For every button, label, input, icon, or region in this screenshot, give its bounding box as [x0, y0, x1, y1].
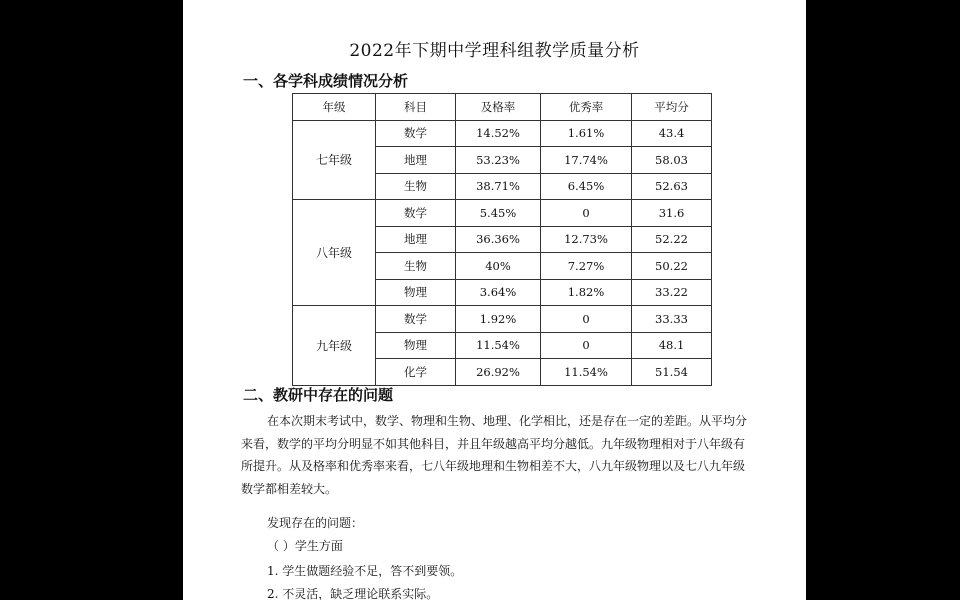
header-excellent-rate: 优秀率 — [541, 94, 632, 121]
pass-rate-cell: 36.36% — [456, 226, 541, 253]
excellent-rate-cell: 0 — [541, 306, 632, 333]
excellent-rate-cell: 0 — [541, 200, 632, 227]
subject-cell: 数学 — [376, 306, 456, 333]
excellent-rate-cell: 11.54% — [541, 359, 632, 386]
average-cell: 33.33 — [632, 306, 712, 333]
excellent-rate-cell: 1.82% — [541, 279, 632, 306]
pass-rate-cell: 11.54% — [456, 332, 541, 359]
header-average: 平均分 — [632, 94, 712, 121]
table-row — [293, 306, 712, 333]
document-title: 2022年下期中学理科组教学质量分析 — [349, 41, 640, 61]
pass-rate-cell: 1.92% — [456, 306, 541, 333]
subject-cell: 物理 — [376, 279, 456, 306]
section-heading-2: 二、教研中存在的问题 — [243, 386, 394, 404]
table-row — [293, 200, 712, 227]
grade-cell: 七年级 — [293, 120, 376, 200]
excellent-rate-cell: 1.61% — [541, 120, 632, 147]
pass-rate-cell: 3.64% — [456, 279, 541, 306]
average-cell: 51.54 — [632, 359, 712, 386]
subject-cell: 生物 — [376, 253, 456, 280]
excellent-rate-cell: 17.74% — [541, 147, 632, 174]
problems-intro: 发现存在的问题： — [267, 516, 364, 530]
average-cell: 50.22 — [632, 253, 712, 280]
section-heading-1: 一、各学科成绩情况分析 — [243, 72, 409, 90]
excellent-rate-cell: 0 — [541, 332, 632, 359]
pass-rate-cell: 14.52% — [456, 120, 541, 147]
student-aspect-heading: （ ）学生方面 — [267, 539, 343, 553]
average-cell: 58.03 — [632, 147, 712, 174]
average-cell: 31.6 — [632, 200, 712, 227]
analysis-paragraph: 在本次期末考试中，数学、物理和生物、地理、化学相比，还是存在一定的差距。从平均分来看，数学的平均分明显不如其他科目，并且年级越高平均分越低。九年级物理相对于八年级有所提升。从及格率和优秀率来看，七八年级地理和生物相差不大，八九年级物理以及七八九年级数学都相差较大。 — [241, 414, 748, 496]
subject-cell: 数学 — [376, 120, 456, 147]
grade-cell: 八年级 — [293, 200, 376, 306]
excellent-rate-cell: 12.73% — [541, 226, 632, 253]
pass-rate-cell: 5.45% — [456, 200, 541, 227]
document-page — [183, 0, 806, 600]
score-table — [292, 93, 712, 386]
subject-cell: 生物 — [376, 173, 456, 200]
header-pass-rate: 及格率 — [456, 94, 541, 121]
pass-rate-cell: 40% — [456, 253, 541, 280]
subject-cell: 地理 — [376, 226, 456, 253]
average-cell: 43.4 — [632, 120, 712, 147]
grade-cell: 九年级 — [293, 306, 376, 386]
header-subject: 科目 — [376, 94, 456, 121]
pass-rate-cell: 53.23% — [456, 147, 541, 174]
subject-cell: 化学 — [376, 359, 456, 386]
pass-rate-cell: 38.71% — [456, 173, 541, 200]
average-cell: 48.1 — [632, 332, 712, 359]
average-cell: 52.63 — [632, 173, 712, 200]
subject-cell: 物理 — [376, 332, 456, 359]
pass-rate-cell: 26.92% — [456, 359, 541, 386]
excellent-rate-cell: 7.27% — [541, 253, 632, 280]
average-cell: 52.22 — [632, 226, 712, 253]
table-header-row — [293, 94, 712, 121]
header-grade: 年级 — [293, 94, 376, 121]
subject-cell: 数学 — [376, 200, 456, 227]
excellent-rate-cell: 6.45% — [541, 173, 632, 200]
subject-cell: 地理 — [376, 147, 456, 174]
table-row — [293, 120, 712, 147]
problem-item-1: 1. 学生做题经验不足，答不到要领。 — [267, 564, 463, 578]
average-cell: 33.22 — [632, 279, 712, 306]
problem-item-2: 2. 不灵活，缺乏理论联系实际。 — [267, 587, 439, 600]
